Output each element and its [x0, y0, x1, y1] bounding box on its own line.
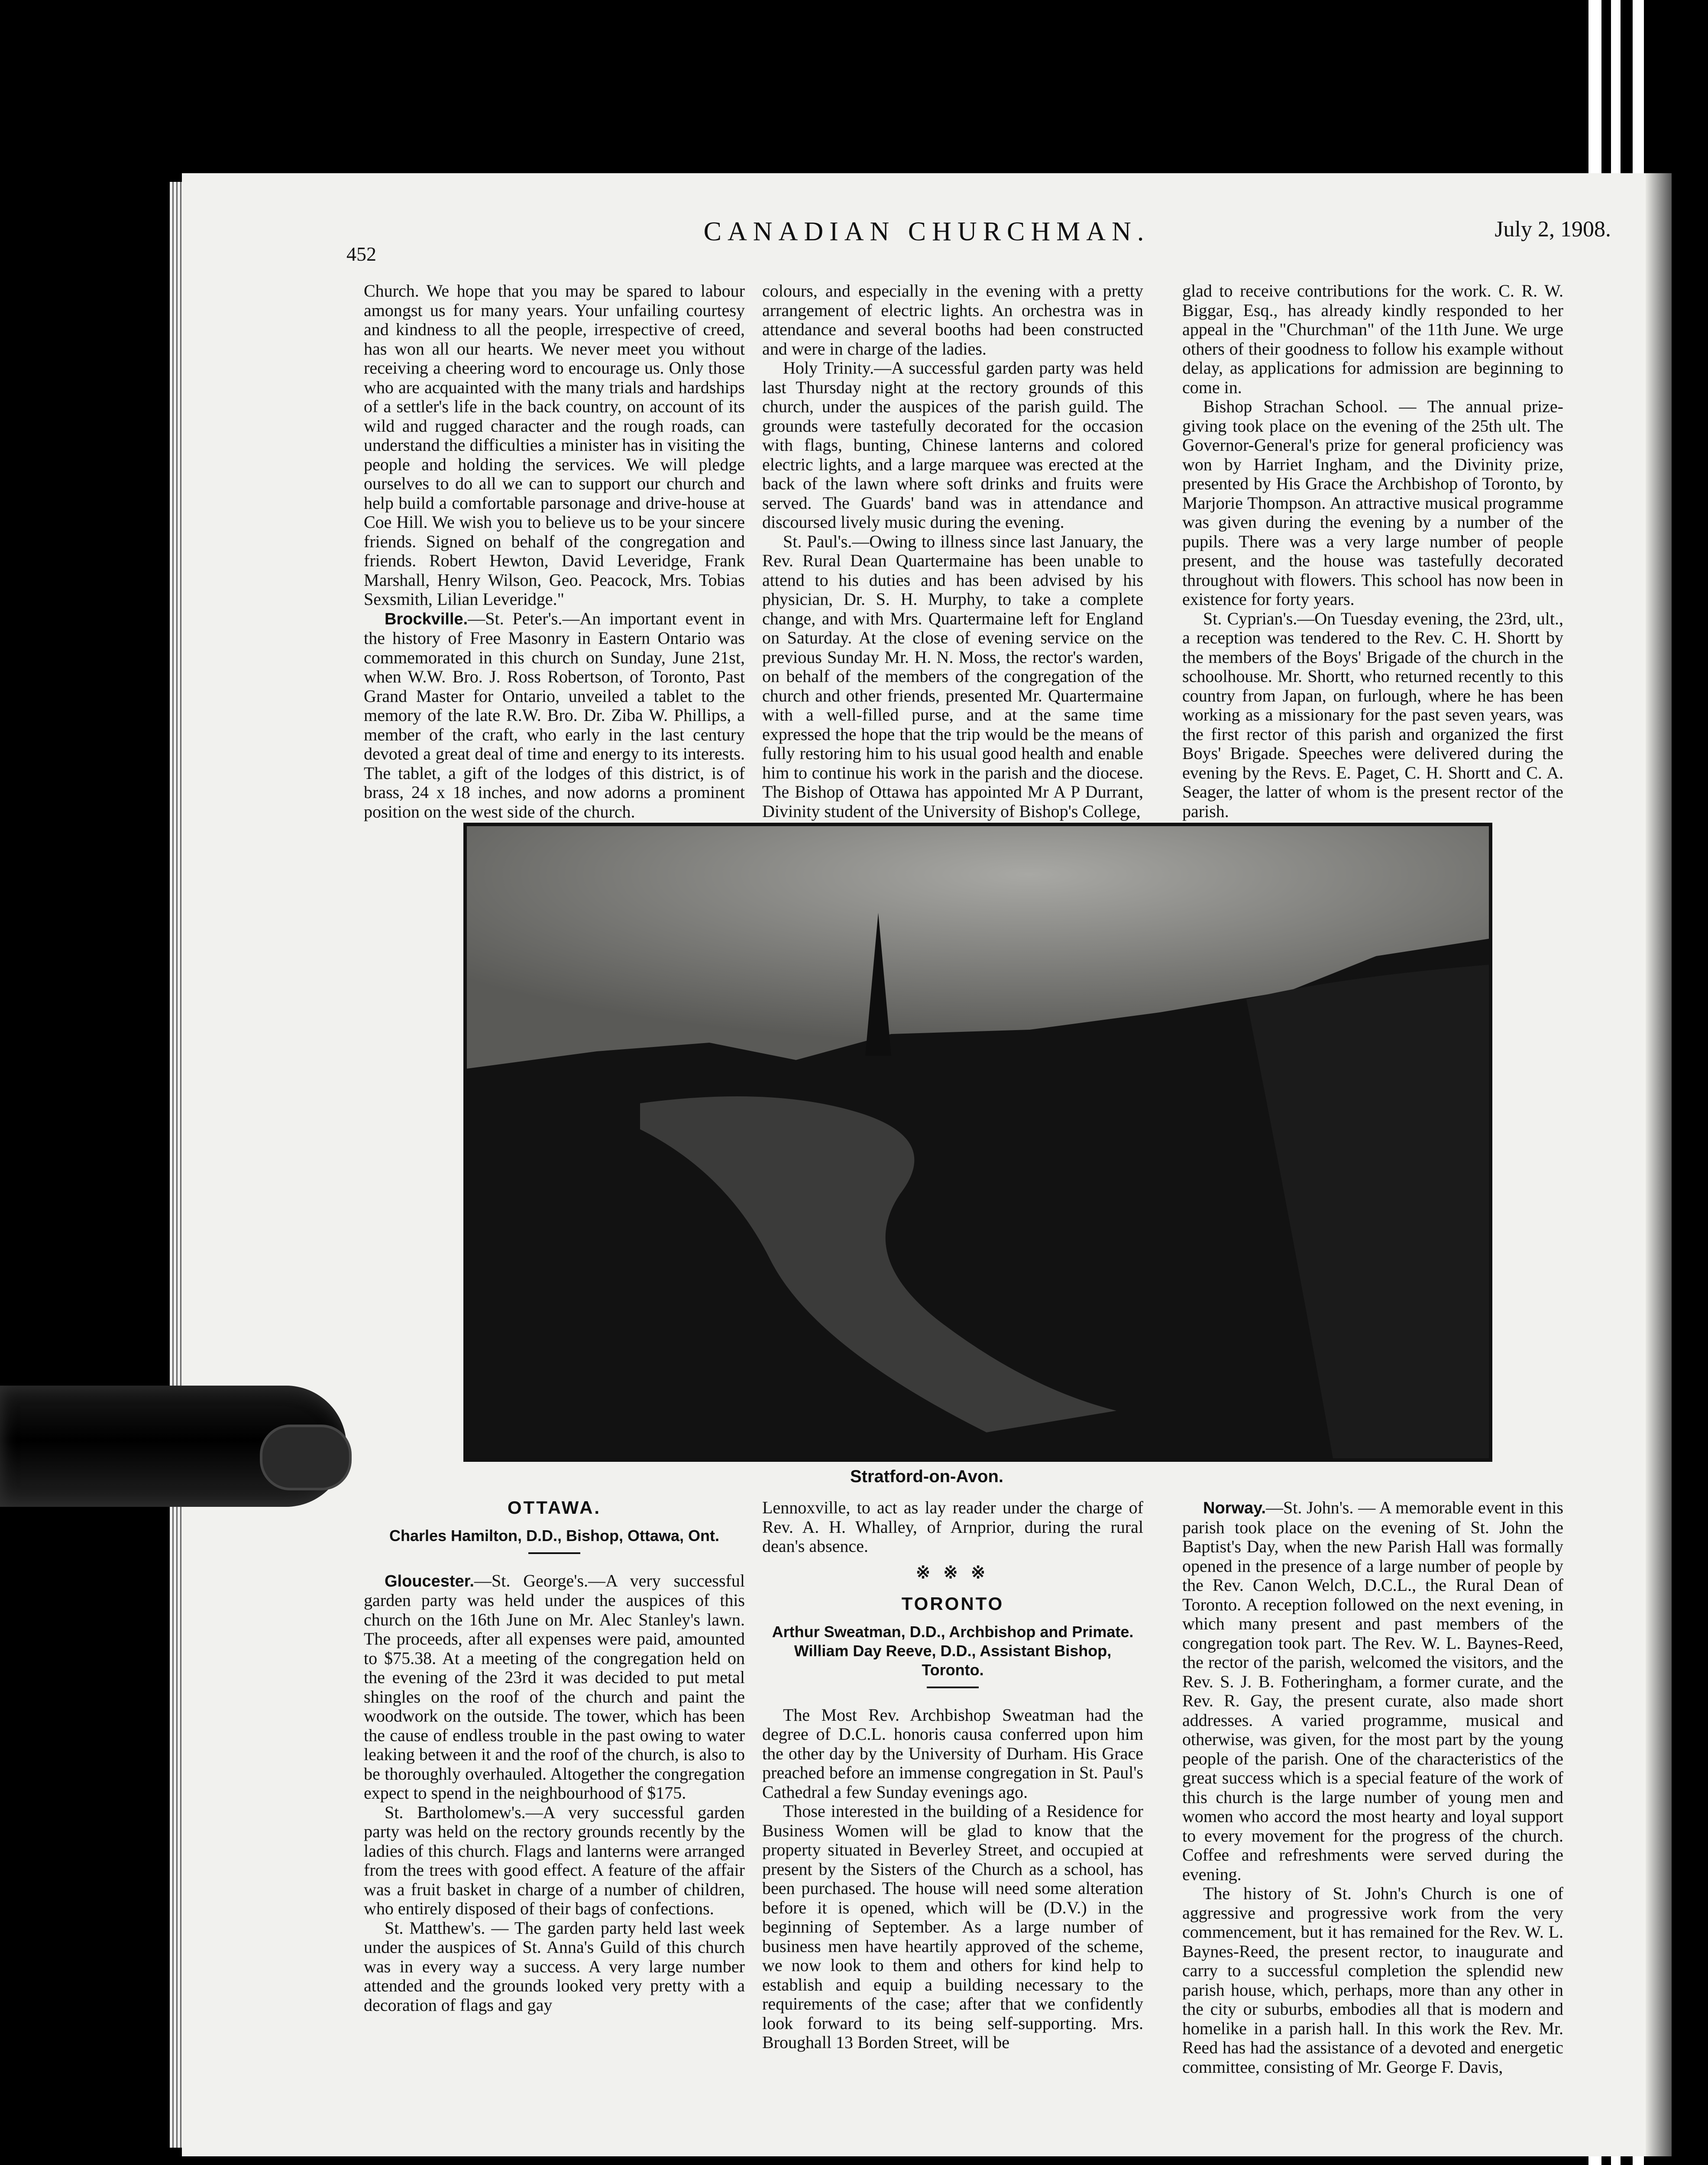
column-2-bottom	[762, 1498, 1143, 2135]
paragraph: glad to receive contributions for the work. C. R. W. Biggar, Esq., has already kindly responded to her appeal in the "Churchman" of the 11th June. We urge others of their goodness to follow his example without delay, as applications for admission are beginning to come in.	[1182, 281, 1563, 397]
landscape-image	[467, 826, 1489, 1458]
page-fold	[1646, 173, 1672, 2156]
section-subtitle: Charles Hamilton, D.D., Bishop, Ottawa, Ont.	[389, 1526, 720, 1545]
paragraph: Gloucester.—St. George's.—A very successful garden party was held under the auspices of this church on the 16th June on Mr. Alec Stanley's lawn. The proceeds, after all expenses were paid, amounted to $75.38. At a meeting of the congregation held on the evening of the 23rd it was decided to put metal shingles on the roof of the church and paint the woodwork on the outside. The tower, which has been the cause of endless trouble in the past owing to water leaking between it and the roof of the church, is also to be thoroughly overhauled. Altogether the congregation expect to spend in the neighbourhood of $175.	[364, 1570, 745, 1803]
section-ornament: ※ ※ ※	[915, 1562, 990, 1582]
paragraph: St. Matthew's. — The garden party held last week under the auspices of St. Anna's Guild of this church was in every way a success. A very large number attended and the grounds looked very pretty with a decoration of flags and gay	[364, 1918, 745, 2015]
newspaper-page	[182, 173, 1672, 2156]
page-number: 452	[346, 243, 376, 265]
paragraph: Church. We hope that you may be spared to labour amongst us for many years. Your unfailing courtesy and kindness to all the people, irrespective of creed, has won all our hearts. We never meet you without receiving a cheering word to encourage us. Only those who are acquainted with the many trials and hardships of a settler's life in the back country, on account of its wild and rugged character and the rough roads, can understand the difficulties a minister has in visiting the people and holding the services. We will pledge ourselves to do all we can to support our church and help build a comfortable parsonage and drive-house at Coe Hill. We wish you to believe us to be your sincere friends. Signed on behalf of the congregation and friends. Robert Hewton, David Leveridge, Frank Marshall, Henry Wilson, Geo. Peacock, Mrs. Tobias Sexsmith, Lilian Leveridge."	[364, 281, 745, 609]
place-heading: Norway.	[1203, 1499, 1266, 1517]
section-rule	[528, 1552, 580, 1554]
paragraph: St. Bartholomew's.—A very successful garden party was held on the rectory grounds recently by the ladies of this church. Flags and lanterns were arranged from the trees with good effect. A feature of the affair was a fruit basket in charge of a number of children, who entirely disposed of their bags of confections.	[364, 1802, 745, 1918]
paragraph: The Most Rev. Archbishop Sweatman had the degree of D.C.L. honoris causa conferred upon him the other day by the University of Durham. His Grace preached before an immense congregation in St. Paul's Cathedral a few Sunday evenings ago.	[762, 1705, 1143, 1802]
section-title-toronto: TORONTO	[901, 1593, 1004, 1614]
paragraph: Norway.—St. John's. — A memorable event in this parish took place on the evening of St. John the Baptist's Day, when the new Parish Hall was formally opened in the presence of a large number of people by the Rev. Canon Welch, D.C.L., the Rural Dean of Toronto. A reception followed on the next evening, in which many present and past members of the congregation took part. The Rev. W. L. Baynes-Reed, the rector of the parish, welcomed the visitors, and the Rev. S. J. B. Fotheringham, a former curate, and the Rev. R. Gay, the present curate, also made short addresses. A varied programme, musical and otherwise, was given, for the most part by the young people of the parish. One of the characteristics of the great success which is a special feature of the work of this church is the large number of young men and women who accord the most hearty and loyal support to every movement for the progress of the church. Coffee and refreshments were served during the evening.	[1182, 1498, 1563, 1884]
place-heading: Brockville.	[385, 610, 468, 628]
paragraph: Bishop Strachan School. — The annual prize-giving took place on the evening of the 25th ult. The Governor-General's prize for general proficiency was won by Harriet Ingham, and the Divinity prize, presented by His Grace the Archbishop of Toronto, by Marjorie Thompson. An attractive musical programme was given during the evening by a number of the pupils. There was a very large number of people present, and the house was tastefully decorated throughout with flowers. This school has now been in existence for forty years.	[1182, 397, 1563, 609]
issue-date: July 2, 1908.	[1494, 217, 1611, 242]
section-title-ottawa: OTTAWA.	[507, 1497, 602, 1518]
book-page-edges	[170, 182, 183, 2148]
column-1-bottom	[364, 1498, 745, 2135]
section-subtitle: Arthur Sweatman, D.D., Archbishop and Primate. William Day Reeve, D.D., Assistant Bishop, Toronto.	[772, 1622, 1134, 1679]
paragraph: Holy Trinity.—A successful garden party was held last Thursday night at the rectory grounds of this church, under the auspices of the parish guild. The grounds were tastefully decorated for the occasion with flags, bunting, Chinese lanterns and colored electric lights, and a large marquee was erected at the back of the lawn where soft drinks and fruits were served. The Guards' band was in attendance and discoursed lively music during the evening.	[762, 358, 1143, 532]
column-1-top	[364, 281, 745, 821]
place-heading: Gloucester.	[385, 1572, 474, 1590]
thumb-tip	[260, 1425, 352, 1490]
section-rule	[927, 1687, 979, 1688]
paragraph: Lennoxville, to act as lay reader under the charge of Rev. A. H. Whalley, of Arnprior, during the rural dean's absence.	[762, 1498, 1143, 1556]
photo-caption: Stratford-on-Avon.	[850, 1467, 1004, 1486]
stratford-photograph	[463, 823, 1492, 1462]
paragraph: Brockville.—St. Peter's.—An important event in the history of Free Masonry in Eastern Ontario was commemorated in this church on Sunday, June 21st, when W.W. Bro. J. Ross Robertson, of Toronto, Past Grand Master for Ontario, unveiled a tablet to the memory of the late R.W. Bro. Dr. Ziba W. Phillips, a member of the craft, who early in the last century devoted a great deal of time and energy to its interests. The tablet, a gift of the lodges of this district, is of brass, 24 x 18 inches, and now adorns a prominent position on the west side of the church.	[364, 608, 745, 821]
column-2-top	[762, 281, 1143, 821]
column-3-top	[1182, 281, 1563, 821]
paragraph: The history of St. John's Church is one of aggressive and progressive work from the very commencement, but it has remained for the Rev. W. L. Baynes-Reed, the present rector, to inaugurate and carry to a successful completion the splendid new parish house, which, perhaps, more than any other in the city or suburbs, embodies all that is modern and homelike in a parish hall. In this work the Rev. Mr. Reed has had the assistance of a devoted and energetic committee, consisting of Mr. George F. Davis,	[1182, 1884, 1563, 2077]
paragraph: colours, and especially in the evening with a pretty arrangement of electric lights. An orchestra was in attendance and several booths had been constructed and were in charge of the ladies.	[762, 281, 1143, 359]
paragraph: St. Cyprian's.—On Tuesday evening, the 23rd, ult., a reception was tendered to the Rev. C. H. Shortt by the members of the Boys' Brigade of the church in the schoolhouse. Mr. Shortt, who returned recently to this country from Japan, on furlough, where he has been working as a missionary for the past seven years, was the first rector of this parish and organized the first Boys' Brigade. Speeches were delivered during the evening by the Revs. E. Paget, C. H. Shortt and C. A. Seager, the latter of whom is the present rector of the parish.	[1182, 608, 1563, 821]
paragraph: Those interested in the building of a Residence for Business Women will be glad to know that the property situated in Beverley Street, and occupied at present by the Sisters of the Church as a school, has been purchased. The house will need some alteration before it is opened, which will be (D.V.) in the beginning of September. As a large number of business men have heartily approved of the scheme, we now look to them and others for kind help to establish and equip a building necessary to the requirements of the case; after that we confidently look forward to its being self-supporting. Mrs. Broughall 13 Borden Street, will be	[762, 1801, 1143, 2052]
masthead: CANADIAN CHURCHMAN.	[703, 217, 1150, 246]
paragraph: St. Paul's.—Owing to illness since last January, the Rev. Rural Dean Quartermaine has been unable to attend to his duties and has been advised by his physician, Dr. S. H. Murphy, to take a complete change, and with Mrs. Quartermaine left for England on Saturday. At the close of evening service on the previous Sunday Mr. H. N. Moss, the rector's warden, on behalf of the members of the congregation of the church and other friends, presented Mr. Quartermaine with a well-filled purse, and at the same time expressed the hope that the trip would be the means of fully restoring him to his usual good health and enable him to continue his work in the parish and the diocese. The Bishop of Ottawa has appointed Mr A P Durrant, Divinity student of the University of Bishop's College,	[762, 531, 1143, 821]
column-3-bottom	[1182, 1498, 1563, 2135]
